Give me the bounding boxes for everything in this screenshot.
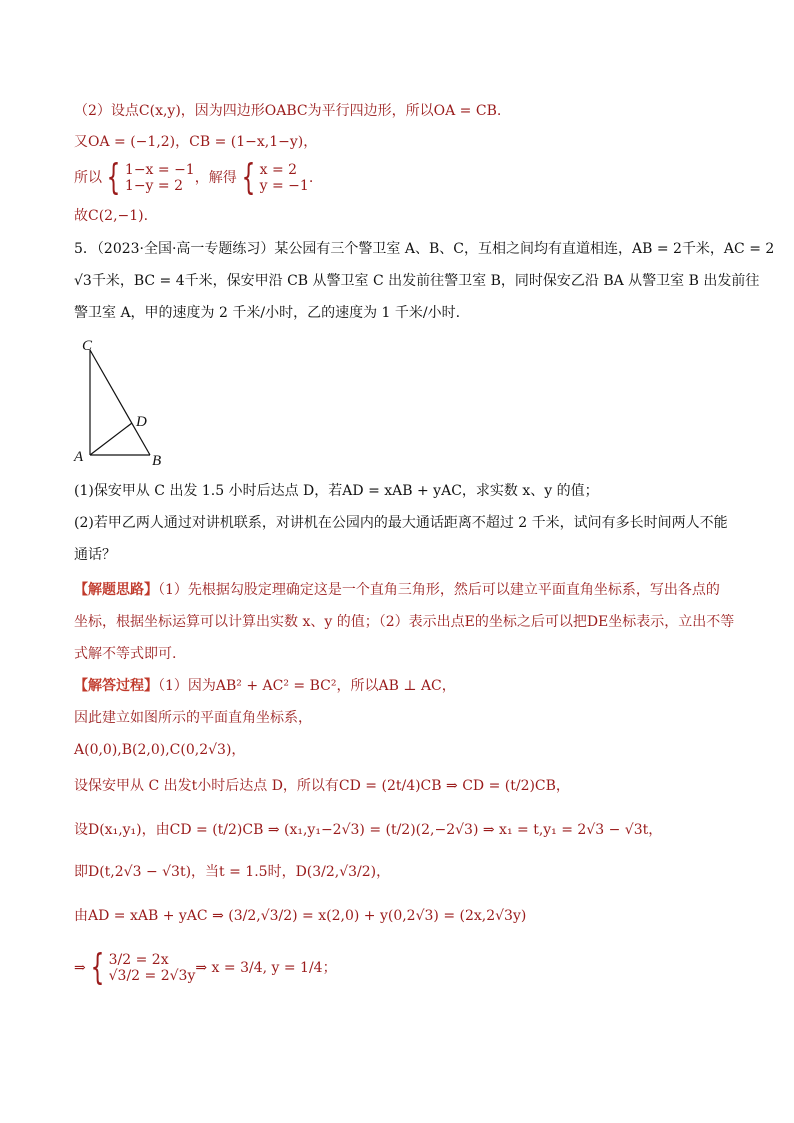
brace-icon: {: [241, 157, 256, 198]
equation-system-1: [125, 162, 195, 194]
solution-text-1: （1）因为AB² + AC² = BC²，所以AB ⊥ AC，: [158, 678, 456, 694]
brace-icon: {: [106, 157, 121, 198]
sys2-row-a: x = 2: [259, 162, 298, 178]
sys1-row-a: 1−x = −1: [124, 162, 195, 178]
solution-line-1: [74, 677, 456, 695]
solution-line-7: 由AD = xAB + yAC ⇒ (3/2,√3/2) = x(2,0) + y(0,2√3) = (2x,2√3y): [74, 908, 527, 924]
sys2-row-b: y = −1: [259, 178, 309, 194]
prev-line-3-mid: ，解得: [194, 170, 237, 186]
brace-icon: {: [90, 947, 105, 988]
problem-line-3: 警卫室 A，甲的速度为 2 千米/小时，乙的速度为 1 千米/小时.: [74, 305, 461, 321]
prev-line-1: （2）设点C(x,y)，因为四边形OABC为平行四边形，所以OA = CB.: [74, 103, 502, 119]
label-a: A: [74, 449, 84, 465]
prev-line-2: 又OA = (−1,2)，CB = (1−x,1−y)，: [74, 134, 318, 150]
solution-line-5: 设D(x₁,y₁)，由CD = (t/2)CB ⇒ (x₁,y₁−2√3) = (t/2)(2,−2√3) ⇒ x₁ = t,y₁ = 2√3 − √3t，: [74, 822, 663, 838]
sys3-row-b: √3/2 = 2√3y: [108, 968, 196, 984]
triangle-figure: [70, 334, 170, 474]
problem-line-2: √3千米，BC = 4千米，保安甲沿 CB 从警卫室 C 出发前往警卫室 B，同时保安乙沿 BA 从警卫室 B 出发前往: [74, 273, 760, 289]
solution-line-6: 即D(t,2√3 − √3t)，当t = 1.5时，D(3/2,√3/2)，: [74, 864, 391, 880]
label-d: D: [136, 414, 147, 430]
side-cb: [90, 350, 150, 455]
equation-system-2: [260, 162, 309, 194]
label-b: B: [152, 453, 162, 469]
thinking-line-1: [74, 581, 720, 599]
label-c: C: [82, 338, 93, 354]
sys3-row-a: 3/2 = 2x: [108, 952, 169, 968]
solution-line-4: 设保安甲从 C 出发t小时后达点 D，所以有CD = (2t/4)CB ⇒ CD = (t/2)CB，: [74, 778, 570, 794]
solution-line-8-prefix: ⇒: [74, 960, 86, 976]
thinking-line-2: 坐标，根据坐标运算可以计算出实数 x、y 的值；（2）表示出点E的坐标之后可以把DE坐标表示，立出不等: [74, 614, 735, 630]
equation-system-3: [109, 952, 196, 984]
solution-line-3: A(0,0),B(2,0),C(0,2√3)，: [74, 742, 246, 758]
thinking-tag: 【解题思路】: [74, 582, 158, 598]
prev-line-3: [74, 157, 314, 198]
prev-line-4: 故C(2,−1).: [74, 208, 149, 224]
solution-line-2: 因此建立如图所示的平面直角坐标系，: [74, 710, 312, 726]
problem-line-1: 5．（2023·全国·高一专题练习）某公园有三个警卫室 A、B、C，互相之间均有直道相连，AB = 2千米，AC = 2: [74, 241, 775, 257]
thinking-line-3: 式解不等式即可.: [74, 646, 177, 662]
question-2b: 通话？: [74, 547, 116, 563]
question-1: (1)保安甲从 C 出发 1.5 小时后达点 D，若AD = xAB + yAC，求实数 x、y 的值；: [74, 483, 599, 499]
thinking-text-1: （1）先根据勾股定理确定这是一个直角三角形，然后可以建立平面直角坐标系，写出各点的: [158, 582, 720, 598]
sys1-row-b: 1−y = 2: [124, 178, 183, 194]
prev-line-3-suffix: .: [308, 170, 314, 186]
question-2a: (2)若甲乙两人通过对讲机联系，对讲机在公园内的最大通话距离不超过 2 千米，试问有多长时间两人不能: [74, 515, 728, 531]
solution-tag: 【解答过程】: [74, 678, 158, 694]
solution-line-8-suffix: ⇒ x = 3/4, y = 1/4；: [195, 960, 337, 976]
segment-ad: [90, 423, 132, 455]
solution-line-8: [74, 947, 337, 988]
prev-line-3-prefix: 所以: [74, 170, 102, 186]
